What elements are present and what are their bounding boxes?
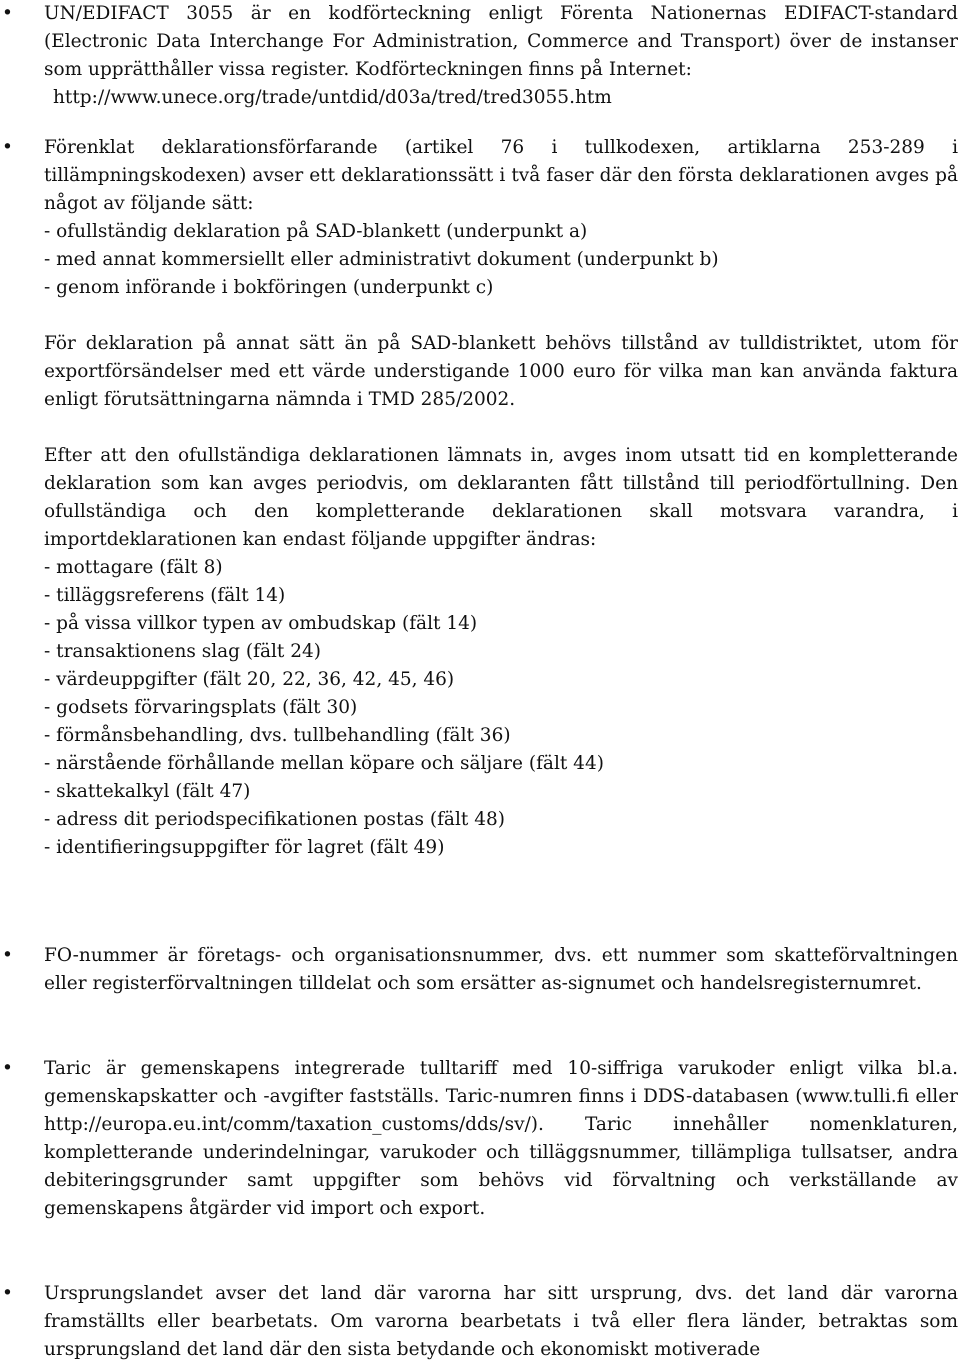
forenklat-item bbox=[0, 134, 960, 862]
list-item: - närstående förhållande mellan köpare och säljare (fält 44) bbox=[44, 753, 604, 774]
list-item: - transaktionens slag (fält 24) bbox=[44, 641, 321, 662]
bullet-icon: • bbox=[2, 1058, 13, 1079]
forenklat-supplementary-paragraph: Efter att den ofullständiga deklarationen lämnats in, avges inom utsatt tid en kompletterande deklaration som kan avges periodvis, om deklaranten fått tillstånd till periodförtullning. Den ofullständiga och den kompletterande deklarationen skall motsvara varandra, i importdeklarationen kan endast följande uppgifter ändras: bbox=[44, 445, 958, 550]
list-item: - godsets förvaringsplats (fält 30) bbox=[44, 697, 358, 718]
list-item: - mottagare (fält 8) bbox=[44, 557, 223, 578]
edifact-text bbox=[44, 0, 958, 112]
bullet-icon: • bbox=[2, 945, 13, 966]
list-item: - ofullständig deklaration på SAD-blankett (underpunkt a) bbox=[44, 221, 588, 242]
list-item: - identifieringsuppgifter för lagret (fält 49) bbox=[44, 837, 445, 858]
list-item: - på vissa villkor typen av ombudskap (fält 14) bbox=[44, 613, 478, 634]
bullet-icon: • bbox=[2, 1283, 13, 1304]
taric-item bbox=[0, 1055, 960, 1223]
edifact-url-link[interactable]: http://www.unece.org/trade/untdid/d03a/tred/tred3055.htm bbox=[53, 87, 612, 108]
forenklat-intro: Förenklat deklarationsförfarande (artikel 76 i tullkodexen, artiklarna 253-289 i tillämpningskodexen) avser ett deklarationssätt i två faser där den första deklarationen avges på något av följande sätt: bbox=[44, 137, 958, 214]
list-item: - genom införande i bokföringen (underpunkt c) bbox=[44, 277, 494, 298]
list-item: - skattekalkyl (fält 47) bbox=[44, 781, 251, 802]
list-item: - adress dit periodspecifikationen postas (fält 48) bbox=[44, 809, 505, 830]
edifact-item bbox=[0, 0, 960, 112]
list-item: - värdeuppgifter (fält 20, 22, 36, 42, 45, 46) bbox=[44, 669, 455, 690]
edifact-description: UN/EDIFACT 3055 är en kodförteckning enligt Förenta Nationernas EDIFACT-standard (Electronic Data Interchange For Administration, Commerce and Transport) över de instanser som upprätthåller vissa register. Kodförteckningen finns på Internet: bbox=[44, 3, 958, 80]
fo-nummer-item bbox=[0, 942, 960, 998]
list-item: - förmånsbehandling, dvs. tullbehandling (fält 36) bbox=[44, 725, 511, 746]
ursprung-item bbox=[0, 1280, 960, 1364]
taric-text: Taric är gemenskapens integrerade tulltariff med 10-siffriga varukoder enligt vilka bl.a. gemenskapskatter och -avgifter fastställs. Taric-numren finns i DDS-databasen (www.tulli.fi eller http://europa.eu.int/comm/taxation_customs/dds/sv/). Taric innehåller nomenklaturen, kompletterande underindelningar, varukoder och tilläggsnummer, tillämpliga tullsatser, andra debiteringsgrunder samt uppgifter som behövs vid förvaltning och verkställande av gemenskapens åtgärder vid import och export. bbox=[44, 1058, 958, 1219]
bullet-icon: • bbox=[2, 137, 13, 158]
fo-nummer-text: FO-nummer är företags- och organisationsnummer, dvs. ett nummer som skatteförvaltningen eller registerförvaltningen tilldelat och som ersätter as-signumet och handelsregisternumret. bbox=[44, 945, 958, 994]
list-item: - med annat kommersiellt eller administrativt dokument (underpunkt b) bbox=[44, 249, 719, 270]
list-item: - tilläggsreferens (fält 14) bbox=[44, 585, 286, 606]
changeable-fields-list bbox=[44, 554, 958, 862]
forenklat-permit-paragraph: För deklaration på annat sätt än på SAD-blankett behövs tillstånd av tulldistriktet, utom för exportförsändelser med ett värde understigande 1000 euro för vilka man kan använda faktura enligt förutsättningarna nämnda i TMD 285/2002. bbox=[44, 333, 958, 410]
declaration-ways-list bbox=[44, 218, 958, 302]
bullet-icon: • bbox=[2, 3, 13, 24]
ursprung-text: Ursprungslandet avser det land där varorna har sitt ursprung, dvs. det land där varorna framställts eller bearbetats. Om varorna bearbetats i två eller flera länder, betraktas som ursprungsland det land där den sista betydande och ekonomiskt motiverade bbox=[44, 1283, 958, 1360]
